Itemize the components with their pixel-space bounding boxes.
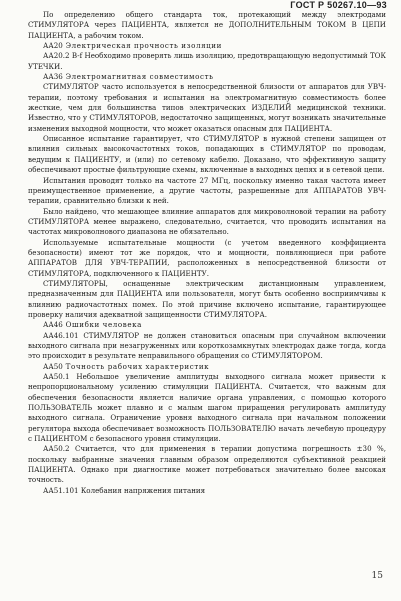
subsection-number: АА36 [43,72,63,82]
subsection-heading [28,320,386,330]
subsection-title: Ошибки человека [65,320,142,330]
paragraph: СТИМУЛЯТОР часто используется в непосредственной близости от аппаратов для УВЧ-терапии, поэтому требования и испытания на электромагнитную совместимость более жесткие, чем для большинства типов электрических ИЗДЕЛИЙ медицинской техники. Известно, что у СТИМУЛЯТОРОВ, недостаточно защищенных, могут возникать значительные изменения выходной мощности, что может оказаться опасным для ПАЦИЕНТА. [28,82,386,133]
page-number: 15 [371,571,383,581]
paragraph: АА46.101 СТИМУЛЯТОР не должен становиться опасным при случайном включении выходного сигнала при незагруженных или короткозамкнутых электродах даже тогда, когда это происходит в результате неправильного обращения со СТИМУЛЯТОРОМ. [28,330,386,361]
paragraph: Используемые испытательные мощности (с учетом введенного коэффициента безопасности) имеют тот же порядок, что и мощности, появляющиеся при работе АППАРАТОВ ДЛЯ УВЧ-ТЕРАПИИ, расположенных в непосредственной близости от СТИМУЛЯТОРА, подключенного к ПАЦИЕНТУ. [28,237,386,278]
subsection-heading [28,362,386,372]
standard-code-header: ГОСТ Р 50267.10—93 [290,0,387,10]
subsection-number: АА20 [43,41,63,51]
subsection-heading [28,72,386,82]
subsection-number: АА46 [43,320,63,330]
subsection-title: Точность рабочих характеристик [65,361,210,371]
paragraph: АА51.101 Колебания напряжения питания [43,485,206,495]
body-text [28,10,386,496]
paragraph: Было найдено, что мешающее влияние аппаратов для микроволновой терапии на работу СТИМУЛЯТОРА менее выражено, следовательно, считается, что проводить испытания на частотах микроволнового диапазона не обязательно. [28,206,386,237]
paragraph: АА50.2 Считается, что для применения в терапии допустима погрешность ±30 %, поскольку выбранные значения главным образом определяются субъективной реакцией ПАЦИЕНТА. Однако при диагностике может потребоваться значительно более высокая точность. [28,444,386,485]
subsection-heading [28,41,386,51]
paragraph: АА20.2 B-f Необходимо проверять лишь изоляцию, предотвращающую недопустимый ТОК УТЕЧКИ. [28,51,386,71]
paragraph: АА50.1 Небольшое увеличение амплитуды выходного сигнала может привести к непропорциональному усилению стимуляции ПАЦИЕНТА. Считается, что важным для обеспечения безопасности является наличие органа управления, с помощью которого ПОЛЬЗОВАТЕЛЬ может плавно и с малым шагом приращения регулировать амплитуду выходного сигнала. Ограничение уровня выходного сигнала при начальном положении регулятора выхода обеспечивает возможность ПОЛЬЗОВАТЕЛЮ начать лечебную процедуру с ПАЦИЕНТОМ с безопасного уровня стимуляции. [28,372,386,444]
subsection-number: АА50 [43,361,63,371]
paragraph: Описанное испытание гарантирует, что СТИМУЛЯТОР в нужной степени защищен от влияния сильных высокочастотных токов, попадающих в СТИМУЛЯТОР по проводам, ведущим к ПАЦИЕНТУ, и (или) по сетевому кабелю. Доказано, что эффективную защиту обеспечивают простые фильтрующие схемы, включенные в выходных цепях и в сетевой цепи. [28,134,386,175]
paragraph: По определению общего стандарта ток, протекающий между электродами СТИМУЛЯТОРА через ПАЦИЕНТА, является не ДОПОЛНИТЕЛЬНЫМ ТОКОМ В ЦЕПИ ПАЦИЕНТА, а рабочим током. [28,10,386,40]
subsection-title: Электрическая прочность изоляции [65,41,222,51]
subsection-title: Электромагнитная совместимость [65,72,214,82]
paragraph: СТИМУЛЯТОРЫ, оснащенные электрическим дистанционным управлением, предназначенным для ПАЦИЕНТА или пользователя, могут быть особенно восприимчивы к влиянию радиочастотных помех. По этой причине включено испытание, гарантирующее проверку наличия адекватной защищенности СТИМУЛЯТОРА. [28,278,386,319]
paragraph: Испытания проводят только на частоте 27 МГц, поскольку именно такая частота имеет преимущественное применение, а другие частоты, разрешенные для АППАРАТОВ УВЧ-терапии, сравнительно близки к ней. [28,175,386,206]
